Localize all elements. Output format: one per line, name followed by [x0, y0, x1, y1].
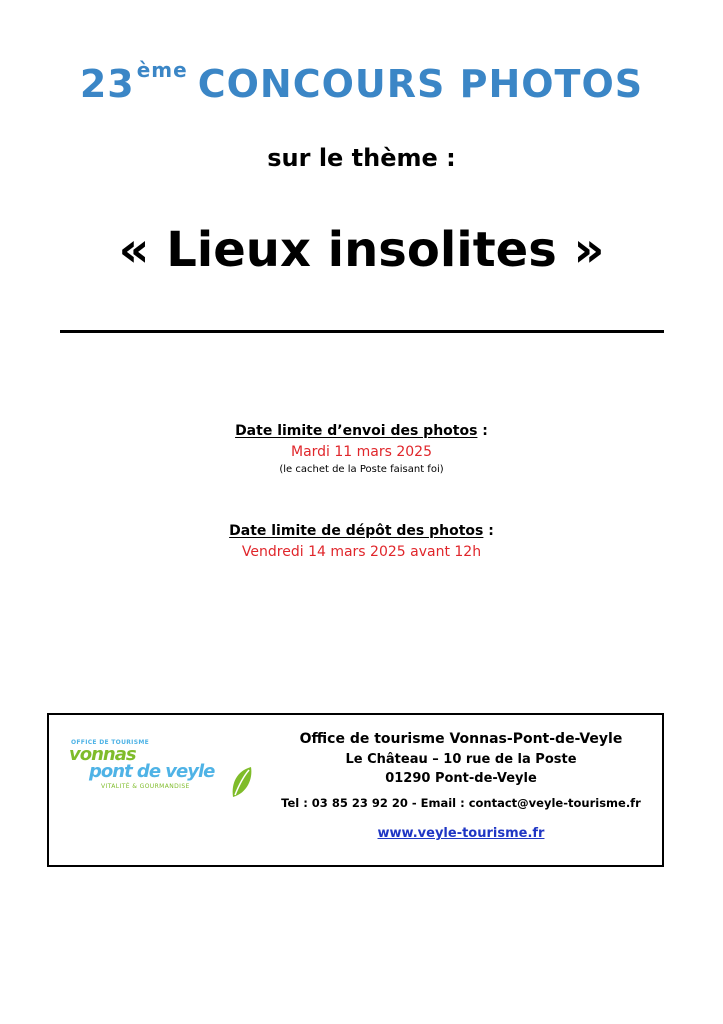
- drop-deadline-date: Vendredi 14 mars 2025 avant 12h: [241, 544, 482, 560]
- office-details: [271, 729, 651, 841]
- office-contact: Tel : 03 85 23 92 20 - Email : contact@veyle-tourisme.fr: [281, 796, 641, 810]
- office-address-line1: Le Château – 10 rue de la Poste: [345, 752, 577, 767]
- theme-intro: sur le thème :: [267, 144, 456, 172]
- logo-line2: pont de veyle: [89, 761, 215, 782]
- send-deadline-note: (le cachet de la Poste faisant foi): [279, 464, 444, 475]
- divider: [60, 330, 664, 333]
- title-suffix: ème: [136, 58, 188, 82]
- theme-title: « Lieux insolites »: [118, 222, 605, 278]
- logo-line1: vonnas: [69, 744, 136, 765]
- office-logo: [69, 737, 259, 797]
- contest-title: [0, 58, 723, 106]
- office-info-box: [47, 713, 664, 867]
- website-link[interactable]: www.veyle-tourisme.fr: [377, 826, 545, 841]
- logo-small-text: OFFICE DE TOURISME: [71, 739, 149, 746]
- title-number: 23: [79, 62, 135, 106]
- logo-tagline: VITALITÉ & GOURMANDISE: [101, 783, 190, 790]
- drop-deadline-label: Date limite de dépôt des photos :: [229, 523, 494, 539]
- title-text: CONCOURS PHOTOS: [197, 62, 644, 106]
- office-name: Office de tourisme Vonnas-Pont-de-Veyle: [299, 731, 623, 747]
- send-deadline-label: Date limite d’envoi des photos :: [235, 423, 488, 439]
- office-address-line2: 01290 Pont-de-Veyle: [385, 771, 537, 786]
- send-deadline: [0, 421, 723, 477]
- send-deadline-date: Mardi 11 mars 2025: [290, 444, 432, 460]
- drop-deadline: [0, 521, 723, 563]
- office-website: [271, 826, 651, 841]
- leaf-icon: [229, 765, 255, 799]
